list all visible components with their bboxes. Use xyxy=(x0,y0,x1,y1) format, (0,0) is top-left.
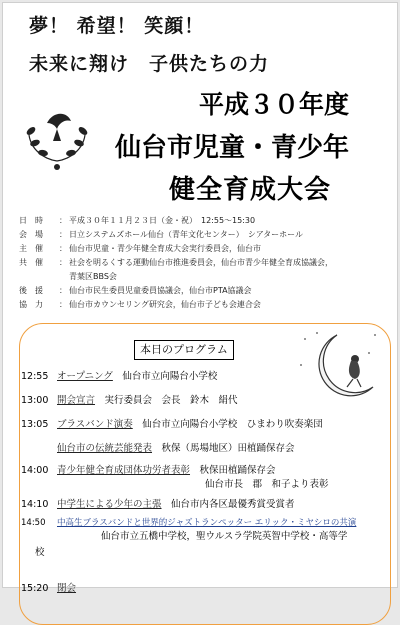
info-value: 青葉区BBS会 xyxy=(69,272,117,281)
info-row-organizer: 主 催 ： 仙台市児童・青少年健全育成大会実行委員会，仙台市 xyxy=(19,243,391,257)
info-key: 共 催 xyxy=(19,258,43,267)
info-row-support: 後 援 ： 仙台市民生委員児童委員協議会，仙台市PTA協議会 xyxy=(19,285,391,299)
program-detail: 仙台市立向陽台小学校 xyxy=(122,371,218,382)
info-value: 日立システムズホール仙台（青年文化センター） シアターホール xyxy=(69,230,303,239)
info-row-venue: 会 場 ： 日立システムズホール仙台（青年文化センター） シアターホール xyxy=(19,229,391,243)
program-item xyxy=(21,443,295,455)
program-detail: 仙台市内各区最優秀賞受賞者 xyxy=(171,499,295,510)
program-time: 14:10 xyxy=(21,499,49,510)
program-detail: 校 xyxy=(35,547,45,558)
info-row-cosponsor-cont xyxy=(19,271,391,285)
program-time: 13:00 xyxy=(21,395,49,406)
program-item xyxy=(21,499,295,511)
info-key: 会 場 xyxy=(19,230,43,239)
info-key: 日 時 xyxy=(19,216,43,225)
info-value: 仙台市民生委員児童委員協議会，仙台市PTA協議会 xyxy=(69,286,252,295)
event-info-table xyxy=(19,215,391,313)
slogan-line-1: 夢！ 希望！ 笑顔！ xyxy=(29,15,205,37)
program-item-cont xyxy=(101,531,347,543)
program-item xyxy=(21,465,276,477)
event-name-line-1: 仙台市児童・青少年 xyxy=(115,133,350,163)
program-detail: 実行委員会 会長 鈴木 絹代 xyxy=(104,395,238,406)
info-key: 主 催 xyxy=(19,244,43,253)
program-detail: 仙台市立五橋中学校，聖ウルスラ学院英智中学校・高等学 xyxy=(101,531,348,542)
program-title: オープニング xyxy=(57,371,113,382)
program-item xyxy=(21,517,356,529)
program-heading: 本日のプログラム xyxy=(134,340,234,360)
program-time: 13:05 xyxy=(21,419,49,430)
info-value: 仙台市カウンセリング研究会，仙台市子ども会連合会 xyxy=(69,300,261,309)
info-key: 後 援 xyxy=(19,286,43,295)
program-title: 開会宣言 xyxy=(57,395,96,406)
dove-leaf-emblem-icon xyxy=(13,101,101,177)
program-title: 中高生ブラスバンドと世界的ジャズトランペッター エリック・ミヤシロの共演 xyxy=(57,518,357,528)
program-item xyxy=(21,583,76,595)
info-key: 協 力 xyxy=(19,300,43,309)
program-item xyxy=(21,371,217,383)
info-row-cooperation: 協 力 ： 仙台市カウンセリング研究会，仙台市子ども会連合会 xyxy=(19,299,391,313)
program-time: 15:20 xyxy=(21,583,49,594)
program-detail: 秋保（馬場地区）田植踊保存会 xyxy=(161,443,295,454)
program-title: 中学生による少年の主張 xyxy=(57,499,162,510)
crescent-moon-child-icon xyxy=(295,325,385,405)
info-value: 平成３０年１１月２３日（金・祝） 12:55～15:30 xyxy=(69,216,256,225)
program-title: 青少年健全育成団体功労者表彰 xyxy=(57,465,191,476)
program-title: ブラスバンド演奏 xyxy=(57,419,133,430)
program-detail: 仙台市立向陽台小学校 ひまわり吹奏楽団 xyxy=(142,419,323,430)
program-item-cont xyxy=(205,479,329,491)
program-item xyxy=(21,395,238,407)
info-row-cosponsor: 共 催 ： 社会を明るくする運動仙台市推進委員会，仙台市青少年健全育成協議会， xyxy=(19,257,391,271)
program-detail: 仙台市長 郡 和子より表彰 xyxy=(205,479,329,490)
program-detail: 秋保田植踊保存会 xyxy=(199,465,276,476)
program-time: 12:55 xyxy=(21,371,49,382)
info-key xyxy=(19,271,59,285)
event-name-line-2: 健全育成大会 xyxy=(169,175,332,205)
program-time: 14:50 xyxy=(21,518,46,528)
program-time: 14:00 xyxy=(21,465,49,476)
event-year-title: 平成３０年度 xyxy=(199,90,350,119)
info-value: 仙台市児童・青少年健全育成大会実行委員会，仙台市 xyxy=(69,244,261,253)
info-row-datetime: 日 時 ： 平成３０年１１月２３日（金・祝） 12:55～15:30 xyxy=(19,215,391,229)
program-item xyxy=(21,419,323,431)
program-item-cont xyxy=(35,547,45,559)
program-title: 仙台市の伝統芸能発表 xyxy=(57,443,153,454)
slogan-line-2: 未来に翔け 子供たちの力 xyxy=(29,53,270,75)
flyer-page xyxy=(2,2,398,594)
program-title: 閉会 xyxy=(57,583,77,594)
info-value: 社会を明るくする運動仙台市推進委員会，仙台市青少年健全育成協議会， xyxy=(69,258,333,267)
